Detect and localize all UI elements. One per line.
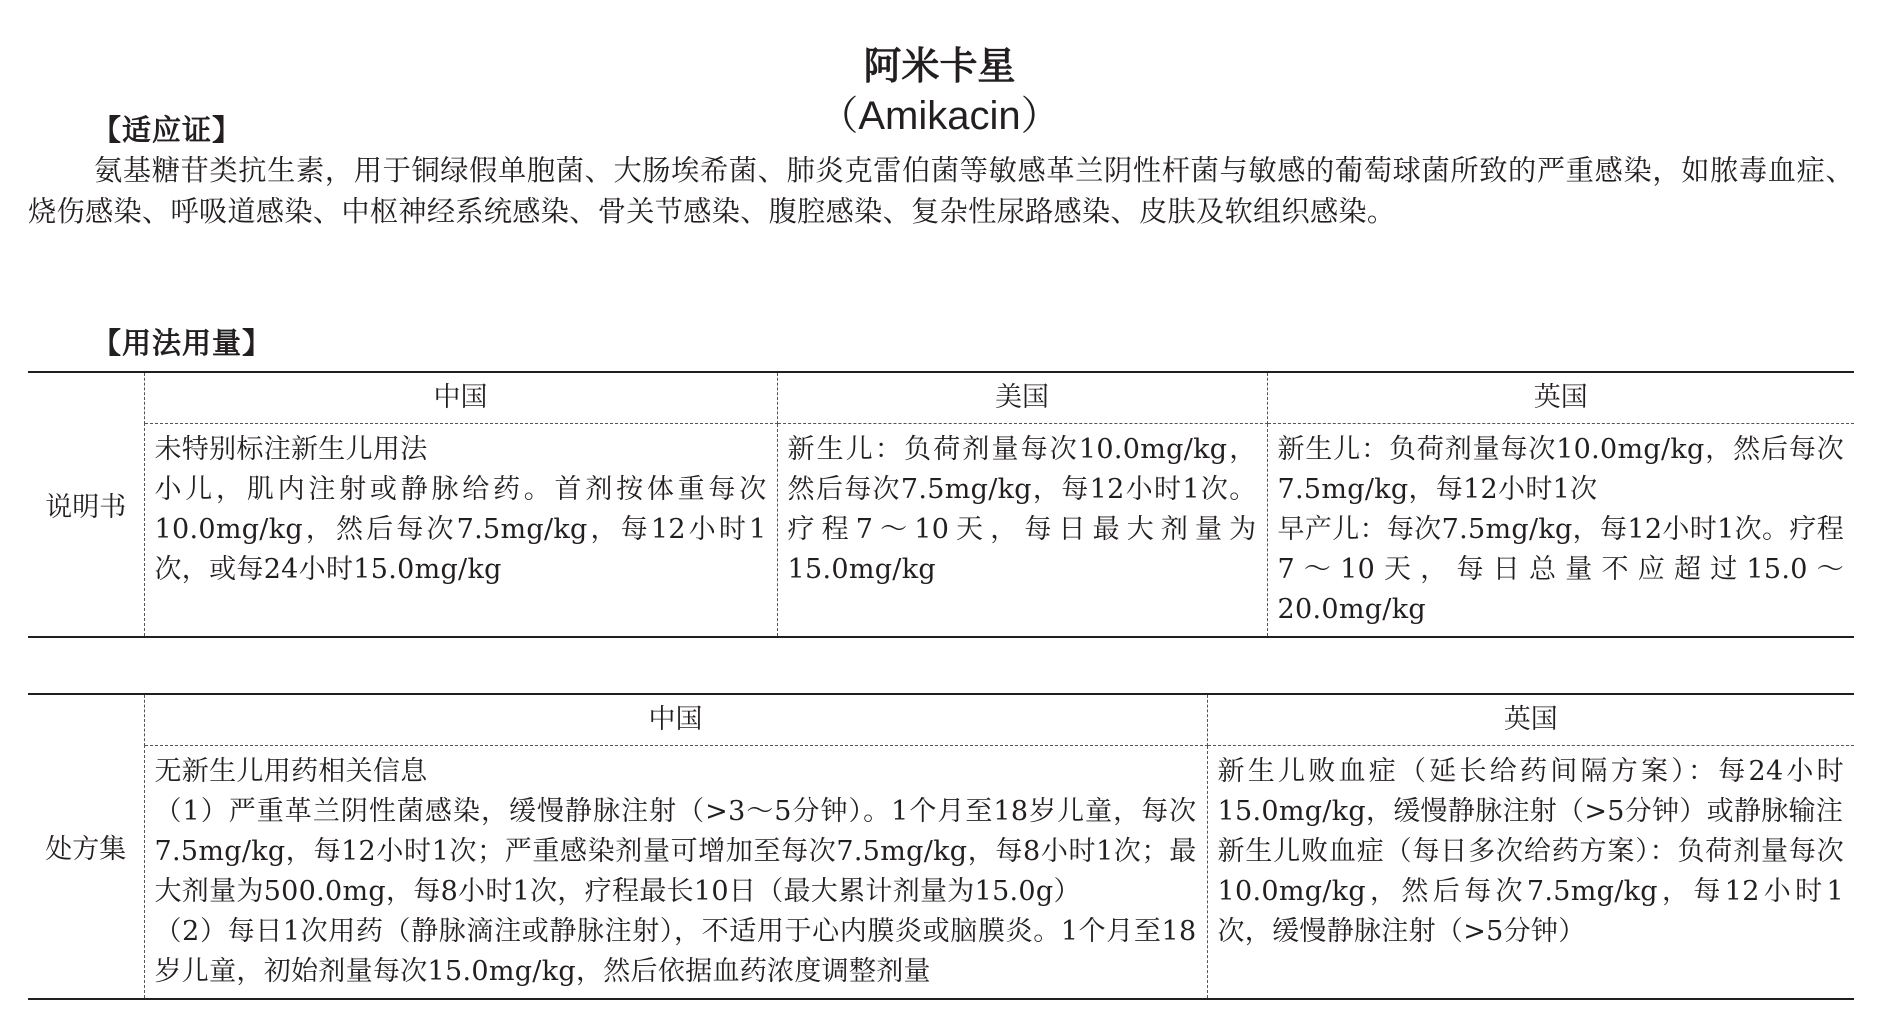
column-header-uk: 英国 [1267,372,1854,424]
column-header-china: 中国 [144,694,1207,746]
drug-subtitle: （Amikacin） [818,94,1061,138]
dosage-heading: 【用法用量】 [92,326,273,360]
indication-heading: 【适应证】 [92,113,243,147]
cell-line: 新生儿：负荷剂量每次10.0mg/kg，然后每次7.5mg/kg，每12小时1次。疗程7～10天，每日最大剂量为15.0mg/kg [787,434,1257,585]
cell-line: 新生儿败血症（每日多次给药方案）：负荷剂量每次10.0mg/kg，然后每次7.5mg/kg，每12小时1次，缓慢静脉注射（>5分钟） [1217,836,1844,947]
row-label-formulary: 处方集 [28,694,144,999]
cell-line: 未特别标注新生儿用法 [154,434,428,465]
cell-uk [1267,424,1854,638]
package-insert-table [28,371,1854,638]
column-header-usa: 美国 [777,372,1267,424]
cell-line: （1）严重革兰阴性菌感染，缓慢静脉注射（>3～5分钟）。1个月至18岁儿童，每次7.5mg/kg，每12小时1次；严重感染剂量可增加至每次7.5mg/kg，每8小时1次；最大剂量为500.0mg，每8小时1次，疗程最长10日（最大累计剂量为15.0g） [154,796,1197,907]
cell-uk [1207,746,1854,1000]
cell-line: 新生儿败血症（延长给药间隔方案）：每24小时15.0mg/kg，缓慢静脉注射（>5分钟）或静脉输注 [1217,756,1844,827]
cell-line: 早产儿：每次7.5mg/kg，每12小时1次。疗程7～10天，每日总量不应超过15.0～20.0mg/kg [1277,514,1844,625]
row-label-package-insert: 说明书 [28,372,144,637]
cell-line: （2）每日1次用药（静脉滴注或静脉注射），不适用于心内膜炎或脑膜炎。1个月至18岁儿童，初始剂量每次15.0mg/kg，然后依据血药浓度调整剂量 [154,916,1197,987]
column-header-uk: 英国 [1207,694,1854,746]
cell-line: 新生儿：负荷剂量每次10.0mg/kg，然后每次7.5mg/kg，每12小时1次 [1277,434,1844,505]
cell-usa [777,424,1267,638]
cell-line: 无新生儿用药相关信息 [154,756,428,787]
formulary-table [28,693,1854,1000]
indication-text: 氨基糖苷类抗生素，用于铜绿假单胞菌、大肠埃希菌、肺炎克雷伯菌等敏感革兰阴性杆菌与敏感的葡萄球菌所致的严重感染，如脓毒血症、烧伤感染、呼吸道感染、中枢神经系统感染、骨关节感染、腹腔感染、复杂性尿路感染、皮肤及软组织感染。 [28,154,1854,228]
cell-china [144,424,777,638]
drug-title: 阿米卡星 [863,44,1016,88]
cell-line: 小儿，肌内注射或静脉给药。首剂按体重每次10.0mg/kg，然后每次7.5mg/kg，每12小时1次，或每24小时15.0mg/kg [154,474,767,585]
cell-china [144,746,1207,1000]
column-header-china: 中国 [144,372,777,424]
